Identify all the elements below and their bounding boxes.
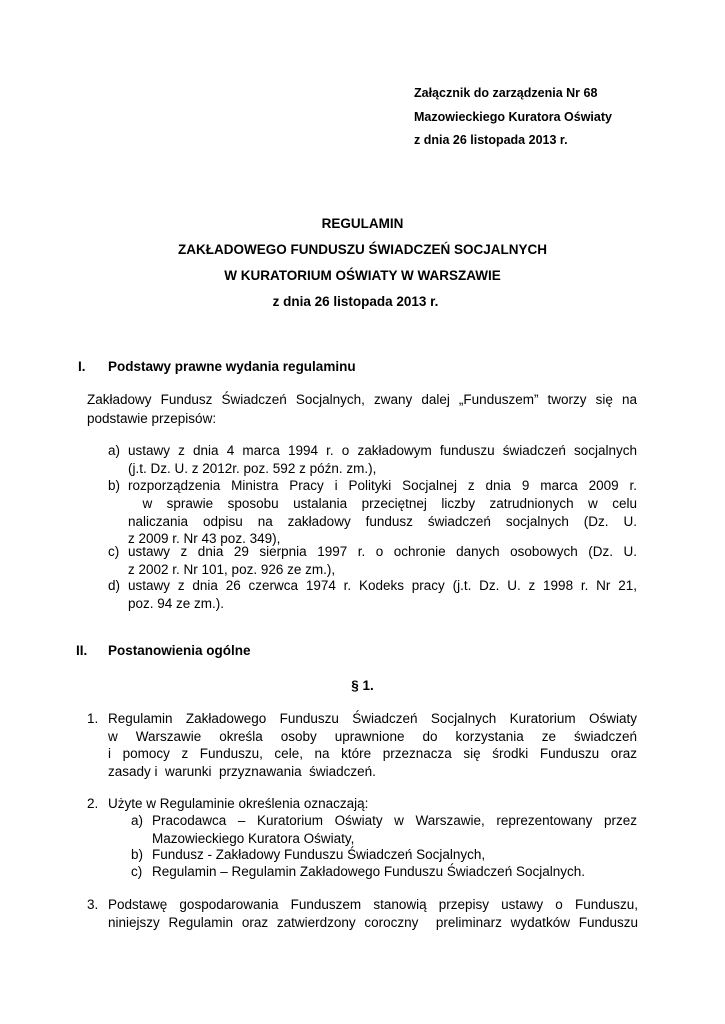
list-line: naliczania odpisu na zakładowy fundusz świadczeń socjalnych (Dz. U. (128, 513, 637, 529)
list-item: Fundusz - Zakładowy Funduszu Świadczeń Socjalnych, (152, 847, 486, 862)
list-item: Regulamin – Regulamin Zakładowego Funduszu Świadczeń Socjalnych. (152, 864, 585, 879)
list-marker: a) (131, 813, 144, 828)
document-title (0, 211, 725, 315)
list-marker: d) (108, 578, 121, 593)
point-2-intro: Użyte w Regulaminie określenia oznaczają: (108, 796, 369, 811)
point-1 (108, 710, 637, 780)
list-line: z 2009 r. Nr 43 poz. 349), (128, 531, 281, 547)
point-marker: 1. (87, 711, 99, 726)
section-heading: Podstawy prawne wydania regulaminu (108, 359, 356, 374)
annex-line: z dnia 26 listopada 2013 r. (414, 133, 568, 147)
title-line: REGULAMIN (321, 216, 404, 231)
annex-line: Mazowieckiego Kuratora Oświaty (414, 109, 612, 124)
list-marker: c) (131, 864, 143, 879)
list-line: rozporządzenia Ministra Pracy i Polityki Socjalnej z dnia 9 marca 2009 r. (128, 478, 637, 493)
point-line: zasady i warunki przyznawania świadczeń. (108, 763, 376, 779)
list-line: Pracodawca – Kuratorium Oświaty w Warszawie, reprezentowany przez (152, 813, 637, 828)
point-line: niniejszy Regulamin oraz zatwierdzony coroczny preliminarz wydatków Funduszu (108, 914, 638, 930)
title-line: W KURATORIUM OŚWIATY W WARSZAWIE (224, 268, 501, 283)
paragraph-mark: § 1. (351, 678, 374, 693)
list-marker: b) (131, 847, 144, 862)
point-line: Podstawę gospodarowania Funduszem stanowią przepisy ustawy o Funduszu, (108, 897, 638, 912)
list-marker: b) (108, 478, 121, 493)
list-marker: a) (108, 443, 121, 458)
point-line: i pomocy z Funduszu, cele, na które przeznacza się środki Funduszu oraz (108, 746, 637, 762)
list-item (128, 442, 637, 478)
list-item (128, 543, 637, 579)
annex-line: Załącznik do zarządzenia Nr 68 (414, 86, 598, 100)
title-line: ZAKŁADOWEGO FUNDUSZU ŚWIADCZEŃ SOCJALNYCH (178, 242, 547, 257)
intro-line: podstawie przepisów: (87, 410, 217, 426)
intro-line: Zakładowy Fundusz Świadczeń Socjalnych, zwany dalej „Funduszem” tworzy się na (87, 392, 637, 407)
list-marker: c) (108, 544, 120, 559)
list-line: (j.t. Dz. U. z 2012r. poz. 592 z późn. zm.), (128, 460, 377, 476)
list-item (128, 577, 637, 613)
list-line: ustawy z dnia 26 czerwca 1974 r. Kodeks pracy (j.t. Dz. U. z 1998 r. Nr 21, (128, 578, 637, 593)
section-number: I. (78, 359, 86, 374)
list-line: ustawy z dnia 29 sierpnia 1997 r. o ochronie danych osobowych (Dz. U. (128, 544, 637, 559)
list-item (152, 812, 637, 848)
section-intro (87, 391, 637, 428)
title-date: z dnia 26 listopada 2013 r. (272, 294, 439, 309)
list-item (128, 477, 637, 548)
list-line: w sprawie sposobu ustalania przeciętnej liczby zatrudnionych w celu (128, 495, 637, 511)
annex-header (414, 82, 612, 153)
point-marker: 3. (87, 897, 99, 912)
point-line: w Warszawie określa osoby uprawnione do korzystania ze świadczeń (108, 728, 637, 744)
section-number: II. (76, 643, 88, 658)
section-heading: Postanowienia ogólne (108, 643, 251, 658)
point-marker: 2. (87, 796, 99, 811)
point-line: Regulamin Zakładowego Funduszu Świadczeń Socjalnych Kuratorium Oświaty (108, 711, 637, 726)
list-line: Mazowieckiego Kuratora Oświaty, (152, 830, 355, 846)
point-3 (108, 896, 638, 932)
list-line: poz. 94 ze zm.). (128, 595, 225, 611)
list-line: z 2002 r. Nr 101, poz. 926 ze zm.), (128, 561, 336, 577)
list-line: ustawy z dnia 4 marca 1994 r. o zakładowym funduszu świadczeń socjalnych (128, 443, 637, 458)
